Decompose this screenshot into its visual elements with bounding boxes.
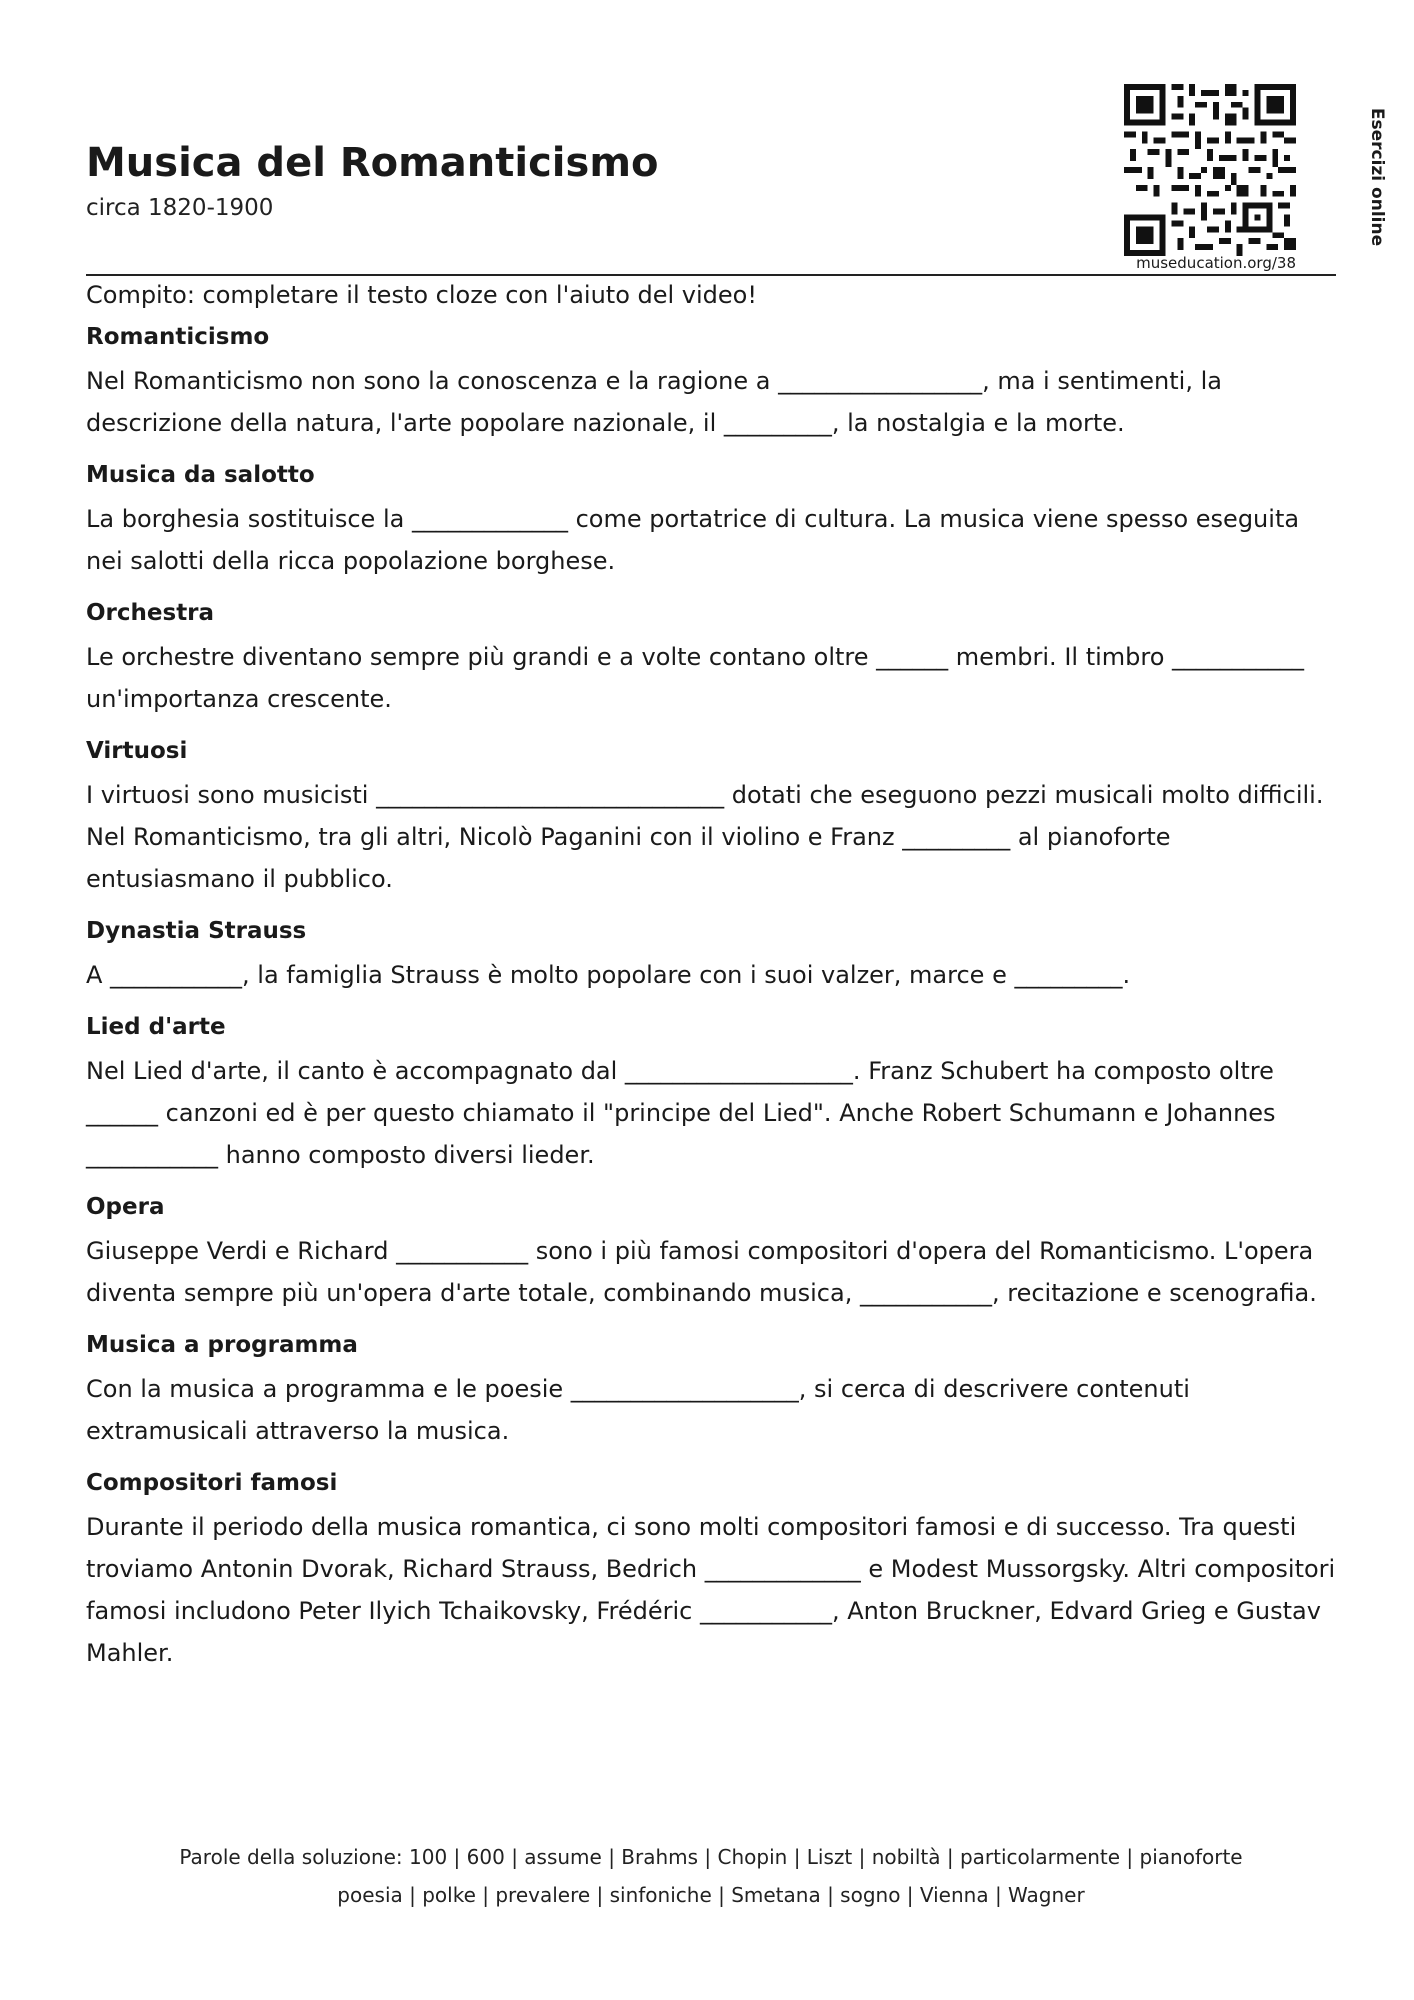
- section-musica-a-programma: [86, 1330, 1336, 1452]
- cloze-text: Con la musica a programma e le poesie ___________________, si cerca di descrivere contenuti extramusicali attraverso la musica.: [86, 1375, 1190, 1445]
- section-dynastia-strauss: [86, 916, 1336, 996]
- qr-block[interactable]: [1124, 84, 1387, 274]
- section-heading: Musica a programma: [86, 1332, 358, 1358]
- cloze-text: Durante il periodo della musica romantica, ci sono molti compositori famosi e di successo. Tra questi troviamo Antonin Dvorak, Richard Strauss, Bedrich _____________ e Modest Mussorgsky. Altri compositori famosi includono Peter Ilyich Tchaikovsky, Frédéric ___________, Anton Bruckner, Edvard Grieg e Gustav Mahler.: [86, 1513, 1336, 1667]
- task-instruction: Compito: completare il testo cloze con l'aiuto del video!: [86, 281, 757, 309]
- section-heading: Lied d'arte: [86, 1014, 226, 1040]
- section-heading: Compositori famosi: [86, 1470, 338, 1496]
- solution-words-line-1: Parole della soluzione: 100 | 600 | assume | Brahms | Chopin | Liszt | nobiltà | particolarmente | pianoforte: [179, 1845, 1243, 1869]
- section-lied-darte: [86, 1012, 1336, 1176]
- qr-code-icon[interactable]: [1124, 84, 1296, 256]
- section-heading: Virtuosi: [86, 738, 188, 764]
- solution-words-line-2: poesia | polke | prevalere | sinfoniche | Smetana | sogno | Vienna | Wagner: [337, 1883, 1085, 1907]
- qr-url-link[interactable]: museducation.org/38: [1136, 254, 1296, 272]
- worksheet-content: [86, 278, 1336, 1690]
- section-romanticismo: [86, 322, 1336, 444]
- cloze-text: Nel Romanticismo non sono la conoscenza e la ragione a _________________, ma i sentimenti, la descrizione della natura, l'arte popolare nazionale, il _________, la nostalgia e la morte.: [86, 367, 1222, 437]
- cloze-text: Nel Lied d'arte, il canto è accompagnato dal ___________________. Franz Schubert ha composto oltre ______ canzoni ed è per questo chiamato il "principe del Lied". Anche Robert Schumann e Johannes ___________ hanno composto diversi lieder.: [86, 1057, 1276, 1169]
- section-musica-da-salotto: [86, 460, 1336, 582]
- page-title: Musica del Romanticismo: [86, 140, 659, 186]
- section-orchestra: [86, 598, 1336, 720]
- section-heading: Romanticismo: [86, 324, 270, 350]
- online-exercises-label: Esercizi online: [1367, 107, 1387, 247]
- worksheet-page: [86, 0, 1387, 2000]
- section-opera: [86, 1192, 1336, 1314]
- header-divider: [86, 274, 1336, 276]
- cloze-text: I virtuosi sono musicisti _____________________________ dotati che eseguono pezzi musicali molto difficili. Nel Romanticismo, tra gli altri, Nicolò Paganini con il violino e Franz _________ al pianoforte entusiasmano il pubblico.: [86, 781, 1324, 893]
- worksheet-header: [86, 0, 1387, 276]
- cloze-text: La borghesia sostituisce la _____________ come portatrice di cultura. La musica viene spesso eseguita nei salotti della ricca popolazione borghese.: [86, 505, 1300, 575]
- solution-words: [86, 1838, 1336, 1914]
- section-heading: Dynastia Strauss: [86, 918, 307, 944]
- section-virtuosi: [86, 736, 1336, 900]
- section-heading: Orchestra: [86, 600, 215, 626]
- section-compositori-famosi: [86, 1468, 1336, 1674]
- page-subtitle: circa 1820-1900: [86, 195, 274, 221]
- cloze-text: A ___________, la famiglia Strauss è molto popolare con i suoi valzer, marce e _________.: [86, 961, 1131, 989]
- section-heading: Musica da salotto: [86, 462, 315, 488]
- cloze-text: Le orchestre diventano sempre più grandi e a volte contano oltre ______ membri. Il timbro ___________ un'importanza crescente.: [86, 643, 1305, 713]
- cloze-text: Giuseppe Verdi e Richard ___________ sono i più famosi compositori d'opera del Romanticismo. L'opera diventa sempre più un'opera d'arte totale, combinando musica, ___________, recitazione e scenografia.: [86, 1237, 1317, 1307]
- section-heading: Opera: [86, 1194, 165, 1220]
